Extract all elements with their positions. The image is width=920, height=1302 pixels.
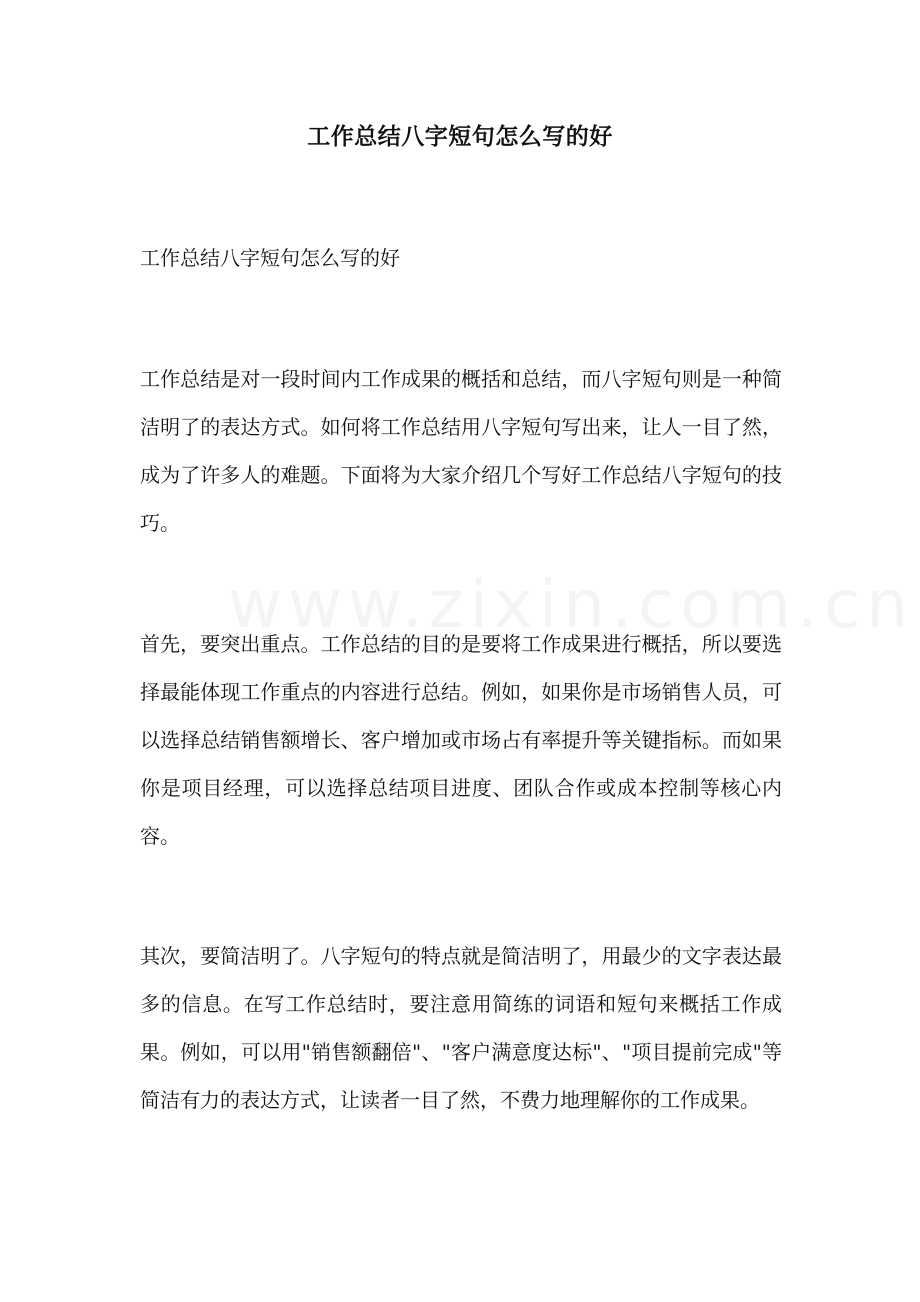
paragraph-highlight-key-points: 首先，要突出重点。工作总结的目的是要将工作成果进行概括，所以要选择最能体现工作重点的内容进行总结。例如，如果你是市场销售人员，可以选择总结销售额增长、客户增加或市场占有率提升等关键指标。而如果你是项目经理，可以选择总结项目进度、团队合作或成本控制等核心内容。 [140,632,782,848]
document-title: 工作总结八字短句怎么写的好 [307,123,613,150]
paragraph-intro: 工作总结是对一段时间内工作成果的概括和总结，而八字短句则是一种简洁明了的表达方式。如何将工作总结用八字短句写出来，让人一目了然，成为了许多人的难题。下面将为大家介绍几个写好工作总结八字短句的技巧。 [140,367,782,535]
document-subtitle: 工作总结八字短句怎么写的好 [140,246,400,270]
paragraph-concise-clear: 其次，要简洁明了。八字短句的特点就是简洁明了，用最少的文字表达最多的信息。在写工作总结时，要注意用简练的词语和短句来概括工作成果。例如，可以用"销售额翻倍"、"客户满意度达标"、"项目提前完成"等简洁有力的表达方式，让读者一目了然，不费力地理解你的工作成果。 [140,944,782,1112]
